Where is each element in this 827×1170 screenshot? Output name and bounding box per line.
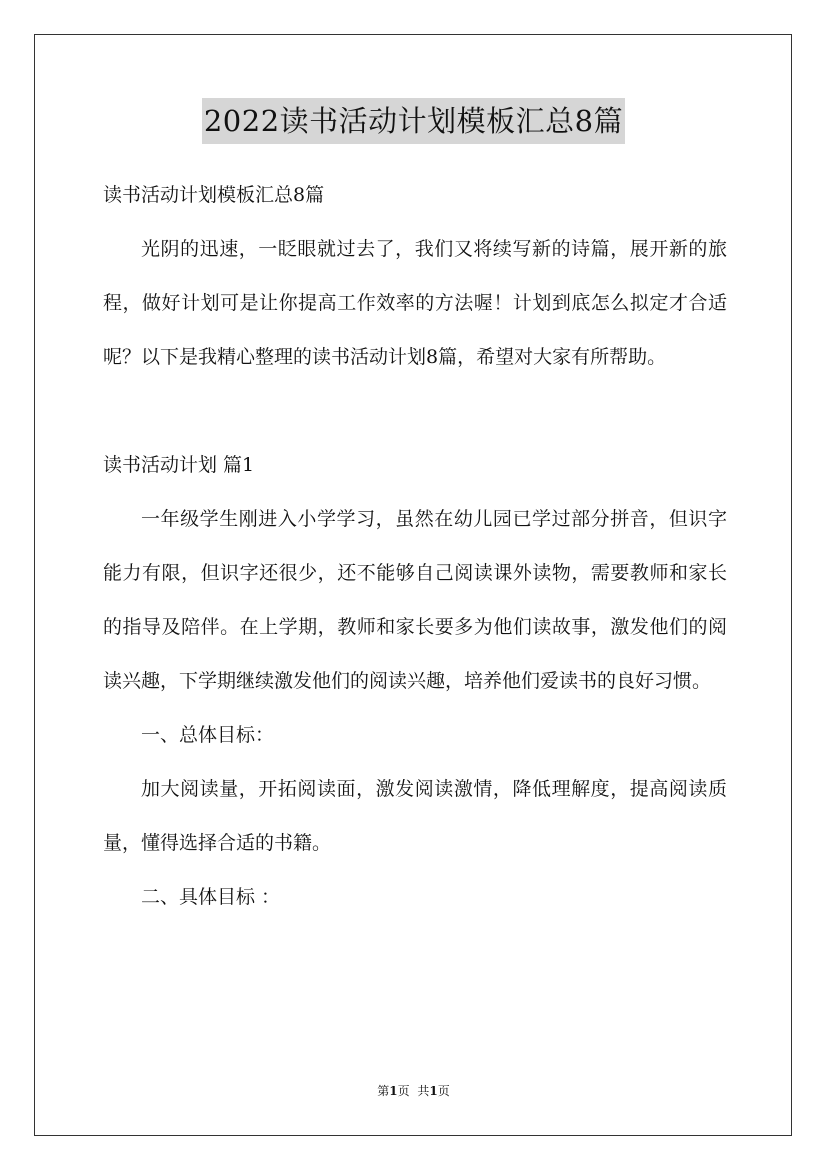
document-title: 2022读书活动计划模板汇总8篇 [202, 98, 625, 144]
document-body [103, 168, 727, 924]
section-paragraph: 一年级学生刚进入小学学习，虽然在幼儿园已学过部分拼音，但识字能力有限，但识字还很少，还不能够自己阅读课外读物，需要教师和家长的指导及陪伴。在上学期，教师和家长要多为他们读故事，激发他们的阅读兴趣，下学期继续激发他们的阅读兴趣，培养他们爱读书的良好习惯。 [103, 508, 727, 692]
footer-total-number: 1 [429, 1084, 438, 1098]
footer-page-suffix: 页 [397, 1084, 410, 1098]
footer-total-suffix: 页 [437, 1084, 450, 1098]
title-wrap [0, 98, 827, 144]
goal-paragraph-overall: 加大阅读量，开拓阅读面，激发阅读激情，降低理解度，提高阅读质量，懂得选择合适的书籍。 [103, 778, 727, 854]
goal-heading-specific: 二、具体目标 ： [141, 886, 281, 908]
footer-page-prefix: 第 [377, 1084, 390, 1098]
footer-page-number: 1 [389, 1084, 398, 1098]
document-subtitle: 读书活动计划模板汇总8篇 [103, 184, 325, 206]
page-footer [0, 1083, 827, 1099]
intro-paragraph: 光阴的迅速，一眨眼就过去了，我们又将续写新的诗篇，展开新的旅程，做好计划可是让你提高工作效率的方法喔！计划到底怎么拟定才合适呢？以下是我精心整理的读书活动计划8篇，希望对大家有所帮助。 [103, 238, 727, 368]
goal-heading-overall: 一、总体目标： [141, 724, 275, 746]
section-spacer [103, 384, 727, 438]
section-heading: 读书活动计划 篇1 [103, 454, 255, 476]
footer-total-prefix: 共 [417, 1084, 430, 1098]
